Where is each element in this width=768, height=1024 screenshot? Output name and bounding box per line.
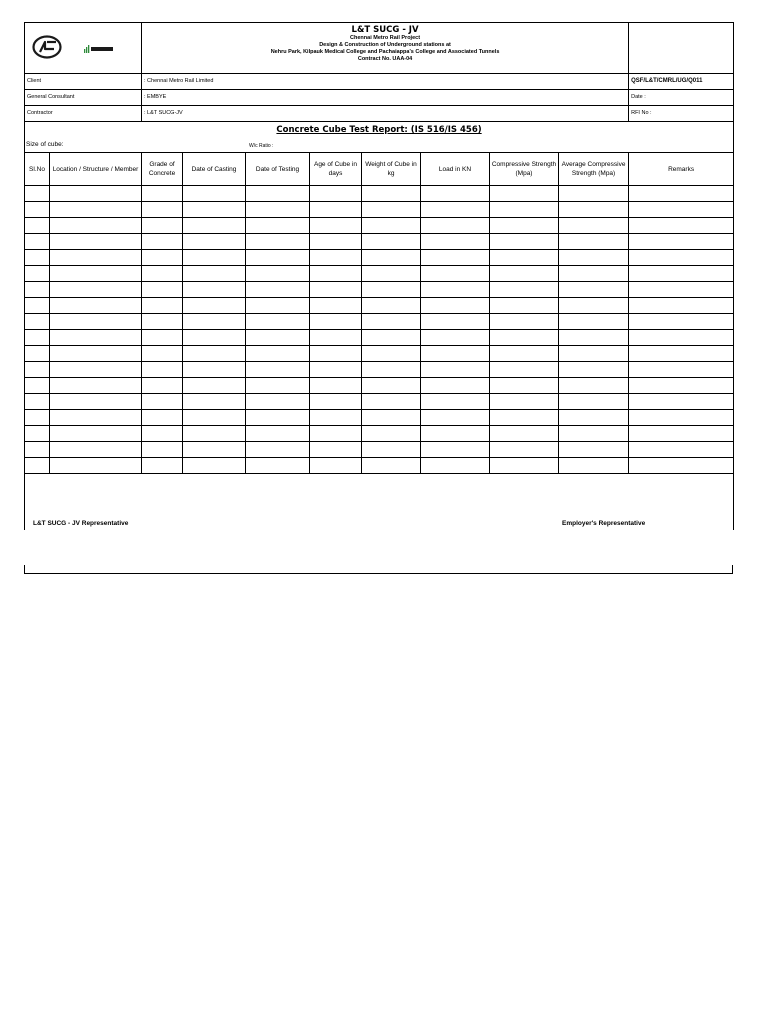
table-cell[interactable] <box>246 362 310 378</box>
col-date-casting: Date of Casting <box>183 153 246 186</box>
table-cell[interactable] <box>629 234 734 250</box>
table-cell[interactable] <box>559 410 629 426</box>
table-cell[interactable] <box>629 314 734 330</box>
table-cell[interactable] <box>490 458 559 474</box>
table-row <box>25 442 734 458</box>
table-row <box>25 250 734 266</box>
table-cell[interactable] <box>559 314 629 330</box>
table-cell[interactable] <box>25 458 50 474</box>
table-row <box>25 394 734 410</box>
client-label: Client <box>25 74 142 90</box>
table-cell[interactable] <box>629 426 734 442</box>
table-cell[interactable] <box>310 234 362 250</box>
table-cell[interactable] <box>25 314 50 330</box>
table-cell[interactable] <box>50 410 142 426</box>
col-weight: Weight of Cube in kg <box>362 153 421 186</box>
table-cell[interactable] <box>142 378 183 394</box>
table-cell[interactable] <box>629 330 734 346</box>
table-cell[interactable] <box>142 346 183 362</box>
table-cell[interactable] <box>310 202 362 218</box>
table-cell[interactable] <box>490 234 559 250</box>
table-cell[interactable] <box>629 186 734 202</box>
table-cell[interactable] <box>50 250 142 266</box>
table-cell[interactable] <box>50 218 142 234</box>
table-cell[interactable] <box>629 378 734 394</box>
table-cell[interactable] <box>246 378 310 394</box>
table-cell[interactable] <box>183 394 246 410</box>
table-cell[interactable] <box>559 330 629 346</box>
table-cell[interactable] <box>421 282 490 298</box>
design-line: Design & Construction of Underground stations at <box>319 42 451 48</box>
table-cell[interactable] <box>490 394 559 410</box>
col-avg-strength: Average Compressive Strength (Mpa) <box>559 153 629 186</box>
table-cell[interactable] <box>142 458 183 474</box>
table-cell[interactable] <box>25 298 50 314</box>
table-cell[interactable] <box>183 346 246 362</box>
table-cell[interactable] <box>629 410 734 426</box>
table-cell[interactable] <box>362 458 421 474</box>
table-cell[interactable] <box>362 314 421 330</box>
table-cell[interactable] <box>629 266 734 282</box>
table-cell[interactable] <box>362 202 421 218</box>
table-cell[interactable] <box>490 266 559 282</box>
report-sheet <box>24 22 733 530</box>
table-cell[interactable] <box>246 298 310 314</box>
table-cell[interactable] <box>421 410 490 426</box>
table-cell[interactable] <box>50 202 142 218</box>
table-cell[interactable] <box>490 378 559 394</box>
table-cell[interactable] <box>246 202 310 218</box>
table-cell[interactable] <box>310 362 362 378</box>
table-cell[interactable] <box>421 394 490 410</box>
table-cell[interactable] <box>490 362 559 378</box>
table-cell[interactable] <box>421 266 490 282</box>
table-cell[interactable] <box>142 362 183 378</box>
doc-code: QSF/L&T/CMRL/UG/Q011 <box>629 74 734 90</box>
table-cell[interactable] <box>50 234 142 250</box>
table-cell[interactable] <box>362 362 421 378</box>
table-row <box>25 266 734 282</box>
table-cell[interactable] <box>142 442 183 458</box>
frame-right-tick <box>732 565 733 573</box>
table-cell[interactable] <box>362 426 421 442</box>
table-cell[interactable] <box>25 410 50 426</box>
table-cell[interactable] <box>421 218 490 234</box>
col-date-testing: Date of Testing <box>246 153 310 186</box>
table-cell[interactable] <box>421 202 490 218</box>
table-cell[interactable] <box>559 458 629 474</box>
table-row <box>25 458 734 474</box>
table-cell[interactable] <box>25 330 50 346</box>
table-cell[interactable] <box>183 250 246 266</box>
table-cell[interactable] <box>421 298 490 314</box>
table-cell[interactable] <box>559 346 629 362</box>
table-cell[interactable] <box>559 282 629 298</box>
table-row <box>25 426 734 442</box>
table-cell[interactable] <box>362 410 421 426</box>
table-cell[interactable] <box>25 218 50 234</box>
table-cell[interactable] <box>246 218 310 234</box>
table-cell[interactable] <box>362 346 421 362</box>
employer-signature-label: Employer's Representative <box>562 520 646 527</box>
table-cell[interactable] <box>421 426 490 442</box>
table-row <box>25 218 734 234</box>
wc-ratio-field[interactable]: W/c Ratio : <box>249 143 274 149</box>
table-cell[interactable] <box>25 282 50 298</box>
table-cell[interactable] <box>362 330 421 346</box>
table-cell[interactable] <box>183 330 246 346</box>
table-cell[interactable] <box>142 282 183 298</box>
table-cell[interactable] <box>559 442 629 458</box>
table-cell[interactable] <box>362 394 421 410</box>
col-location: Location / Structure / Member <box>50 153 142 186</box>
table-cell[interactable] <box>183 218 246 234</box>
table-cell[interactable] <box>559 362 629 378</box>
table-cell[interactable] <box>246 234 310 250</box>
table-cell[interactable] <box>629 202 734 218</box>
table-cell[interactable] <box>559 394 629 410</box>
table-cell[interactable] <box>629 458 734 474</box>
table-cell[interactable] <box>490 298 559 314</box>
table-cell[interactable] <box>50 394 142 410</box>
table-cell[interactable] <box>246 426 310 442</box>
header-title-cell <box>142 23 629 74</box>
project-name: Chennai Metro Rail Project <box>350 35 421 41</box>
contractor-signature-label: L&T SUCG - JV Representative <box>33 520 129 527</box>
table-cell[interactable] <box>490 314 559 330</box>
table-cell[interactable] <box>421 314 490 330</box>
table-cell[interactable] <box>183 314 246 330</box>
table-cell[interactable] <box>183 282 246 298</box>
consultant-value: : EMBYE <box>142 90 629 106</box>
table-cell[interactable] <box>559 218 629 234</box>
table-cell[interactable] <box>183 442 246 458</box>
table-cell[interactable] <box>25 394 50 410</box>
table-cell[interactable] <box>246 314 310 330</box>
table-cell[interactable] <box>310 314 362 330</box>
table-cell[interactable] <box>246 458 310 474</box>
table-cell[interactable] <box>246 330 310 346</box>
table-cell[interactable] <box>421 186 490 202</box>
table-cell[interactable] <box>246 394 310 410</box>
table-cell[interactable] <box>50 330 142 346</box>
table-cell[interactable] <box>559 250 629 266</box>
table-cell[interactable] <box>490 346 559 362</box>
table-cell[interactable] <box>310 378 362 394</box>
table-cell[interactable] <box>142 218 183 234</box>
table-cell[interactable] <box>50 442 142 458</box>
jv-title: L&T SUCG - JV <box>351 25 419 35</box>
table-cell[interactable] <box>50 378 142 394</box>
table-cell[interactable] <box>629 250 734 266</box>
table-cell[interactable] <box>50 282 142 298</box>
table-cell[interactable] <box>629 282 734 298</box>
table-cell[interactable] <box>629 394 734 410</box>
table-cell[interactable] <box>246 266 310 282</box>
table-row <box>25 282 734 298</box>
table-cell[interactable] <box>25 442 50 458</box>
table-cell[interactable] <box>142 410 183 426</box>
table-cell[interactable] <box>183 458 246 474</box>
table-cell[interactable] <box>246 250 310 266</box>
table-cell[interactable] <box>50 314 142 330</box>
table-cell[interactable] <box>25 378 50 394</box>
table-cell[interactable] <box>142 234 183 250</box>
table-cell[interactable] <box>310 442 362 458</box>
table-cell[interactable] <box>310 266 362 282</box>
table-cell[interactable] <box>183 186 246 202</box>
table-cell[interactable] <box>142 314 183 330</box>
table-cell[interactable] <box>183 298 246 314</box>
contractor-label: Contractor <box>25 106 142 122</box>
table-cell[interactable] <box>50 298 142 314</box>
table-cell[interactable] <box>490 218 559 234</box>
table-row <box>25 330 734 346</box>
table-cell[interactable] <box>246 346 310 362</box>
contractor-value: : L&T SUCG-JV <box>142 106 629 122</box>
table-cell[interactable] <box>421 362 490 378</box>
table-cell[interactable] <box>246 410 310 426</box>
table-cell[interactable] <box>629 362 734 378</box>
table-cell[interactable] <box>362 378 421 394</box>
table-cell[interactable] <box>183 378 246 394</box>
table-cell[interactable] <box>246 282 310 298</box>
table-cell[interactable] <box>310 426 362 442</box>
table-cell[interactable] <box>629 346 734 362</box>
table-cell[interactable] <box>362 218 421 234</box>
table-cell[interactable] <box>310 394 362 410</box>
table-row <box>25 346 734 362</box>
header-blank-cell <box>629 23 734 74</box>
table-cell[interactable] <box>310 410 362 426</box>
table-cell[interactable] <box>629 218 734 234</box>
table-cell[interactable] <box>183 362 246 378</box>
table-cell[interactable] <box>559 378 629 394</box>
col-load: Load in KN <box>421 153 490 186</box>
table-cell[interactable] <box>142 298 183 314</box>
report-title: Concrete Cube Test Report: (IS 516/IS 456) <box>25 122 734 139</box>
table-cell[interactable] <box>25 234 50 250</box>
table-row <box>25 314 734 330</box>
table-cell[interactable] <box>310 218 362 234</box>
table-cell[interactable] <box>183 266 246 282</box>
table-cell[interactable] <box>559 266 629 282</box>
col-age: Age of Cube in days <box>310 153 362 186</box>
table-cell[interactable] <box>25 426 50 442</box>
table-cell[interactable] <box>559 426 629 442</box>
table-cell[interactable] <box>246 442 310 458</box>
table-row <box>25 378 734 394</box>
table-cell[interactable] <box>310 458 362 474</box>
table-cell[interactable] <box>310 186 362 202</box>
table-row <box>25 202 734 218</box>
table-cell[interactable] <box>421 234 490 250</box>
table-cell[interactable] <box>142 250 183 266</box>
table-cell[interactable] <box>421 250 490 266</box>
table-cell[interactable] <box>362 186 421 202</box>
frame-bottom-line <box>24 573 733 574</box>
table-cell[interactable] <box>50 426 142 442</box>
client-value: : Chennai Metro Rail Limited <box>142 74 629 90</box>
table-row <box>25 410 734 426</box>
table-cell[interactable] <box>50 186 142 202</box>
table-cell[interactable] <box>490 202 559 218</box>
logo-cell <box>25 23 142 74</box>
table-cell[interactable] <box>310 330 362 346</box>
table-cell[interactable] <box>490 330 559 346</box>
table-cell[interactable] <box>421 442 490 458</box>
table-cell[interactable] <box>310 298 362 314</box>
table-cell[interactable] <box>246 186 310 202</box>
table-cell[interactable] <box>362 282 421 298</box>
data-rows <box>25 186 734 474</box>
signature-area <box>25 474 734 531</box>
table-cell[interactable] <box>490 282 559 298</box>
table-cell[interactable] <box>142 330 183 346</box>
table-cell[interactable] <box>183 426 246 442</box>
table-cell[interactable] <box>310 250 362 266</box>
table-cell[interactable] <box>362 234 421 250</box>
table-cell[interactable] <box>559 186 629 202</box>
table-cell[interactable] <box>490 410 559 426</box>
table-cell[interactable] <box>490 250 559 266</box>
frame-left-tick <box>24 565 25 573</box>
table-cell[interactable] <box>142 394 183 410</box>
table-cell[interactable] <box>559 202 629 218</box>
table-cell[interactable] <box>142 202 183 218</box>
table-cell[interactable] <box>50 362 142 378</box>
table-cell[interactable] <box>362 266 421 282</box>
table-cell[interactable] <box>421 330 490 346</box>
stations-line: Nehru Park, Kilpauk Medical College and Pachaiappa's College and Associated Tunnels <box>270 49 500 55</box>
contract-number: Contract No. UAA-04 <box>357 56 413 62</box>
table-cell[interactable] <box>310 346 362 362</box>
col-grade: Grade of Concrete <box>142 153 183 186</box>
column-header-row <box>25 153 734 186</box>
table-cell[interactable] <box>50 266 142 282</box>
rfi-number-field[interactable]: RFI No : <box>629 106 734 122</box>
table-cell[interactable] <box>50 458 142 474</box>
table-cell[interactable] <box>490 442 559 458</box>
col-strength: Compressive Strength (Mpa) <box>490 153 559 186</box>
table-cell[interactable] <box>142 426 183 442</box>
table-cell[interactable] <box>362 250 421 266</box>
table-row <box>25 298 734 314</box>
table-cell[interactable] <box>559 298 629 314</box>
table-cell[interactable] <box>362 442 421 458</box>
table-cell[interactable] <box>490 186 559 202</box>
table-cell[interactable] <box>421 458 490 474</box>
table-cell[interactable] <box>183 234 246 250</box>
table-cell[interactable] <box>25 186 50 202</box>
table-cell[interactable] <box>142 266 183 282</box>
table-cell[interactable] <box>310 282 362 298</box>
col-remarks: Remarks <box>629 153 734 186</box>
table-cell[interactable] <box>142 186 183 202</box>
table-cell[interactable] <box>183 202 246 218</box>
size-of-cube-field[interactable]: Size of cube: <box>26 141 64 148</box>
table-cell[interactable] <box>421 346 490 362</box>
table-row <box>25 362 734 378</box>
date-field[interactable]: Date : <box>629 90 734 106</box>
table-row <box>25 186 734 202</box>
lt-logo-icon <box>32 35 62 59</box>
consultant-label: General Consultant <box>25 90 142 106</box>
table-cell[interactable] <box>25 362 50 378</box>
report-table <box>24 22 734 530</box>
col-sl-no: Sl.No <box>25 153 50 186</box>
table-cell[interactable] <box>25 346 50 362</box>
table-cell[interactable] <box>490 426 559 442</box>
table-cell[interactable] <box>421 378 490 394</box>
table-row <box>25 234 734 250</box>
cube-size-row <box>25 138 734 153</box>
sucg-logo-icon <box>84 45 114 53</box>
table-cell[interactable] <box>629 442 734 458</box>
table-cell[interactable] <box>50 346 142 362</box>
table-cell[interactable] <box>362 298 421 314</box>
table-cell[interactable] <box>559 234 629 250</box>
table-cell[interactable] <box>25 266 50 282</box>
table-cell[interactable] <box>183 410 246 426</box>
table-cell[interactable] <box>629 298 734 314</box>
table-cell[interactable] <box>25 250 50 266</box>
table-cell[interactable] <box>25 202 50 218</box>
